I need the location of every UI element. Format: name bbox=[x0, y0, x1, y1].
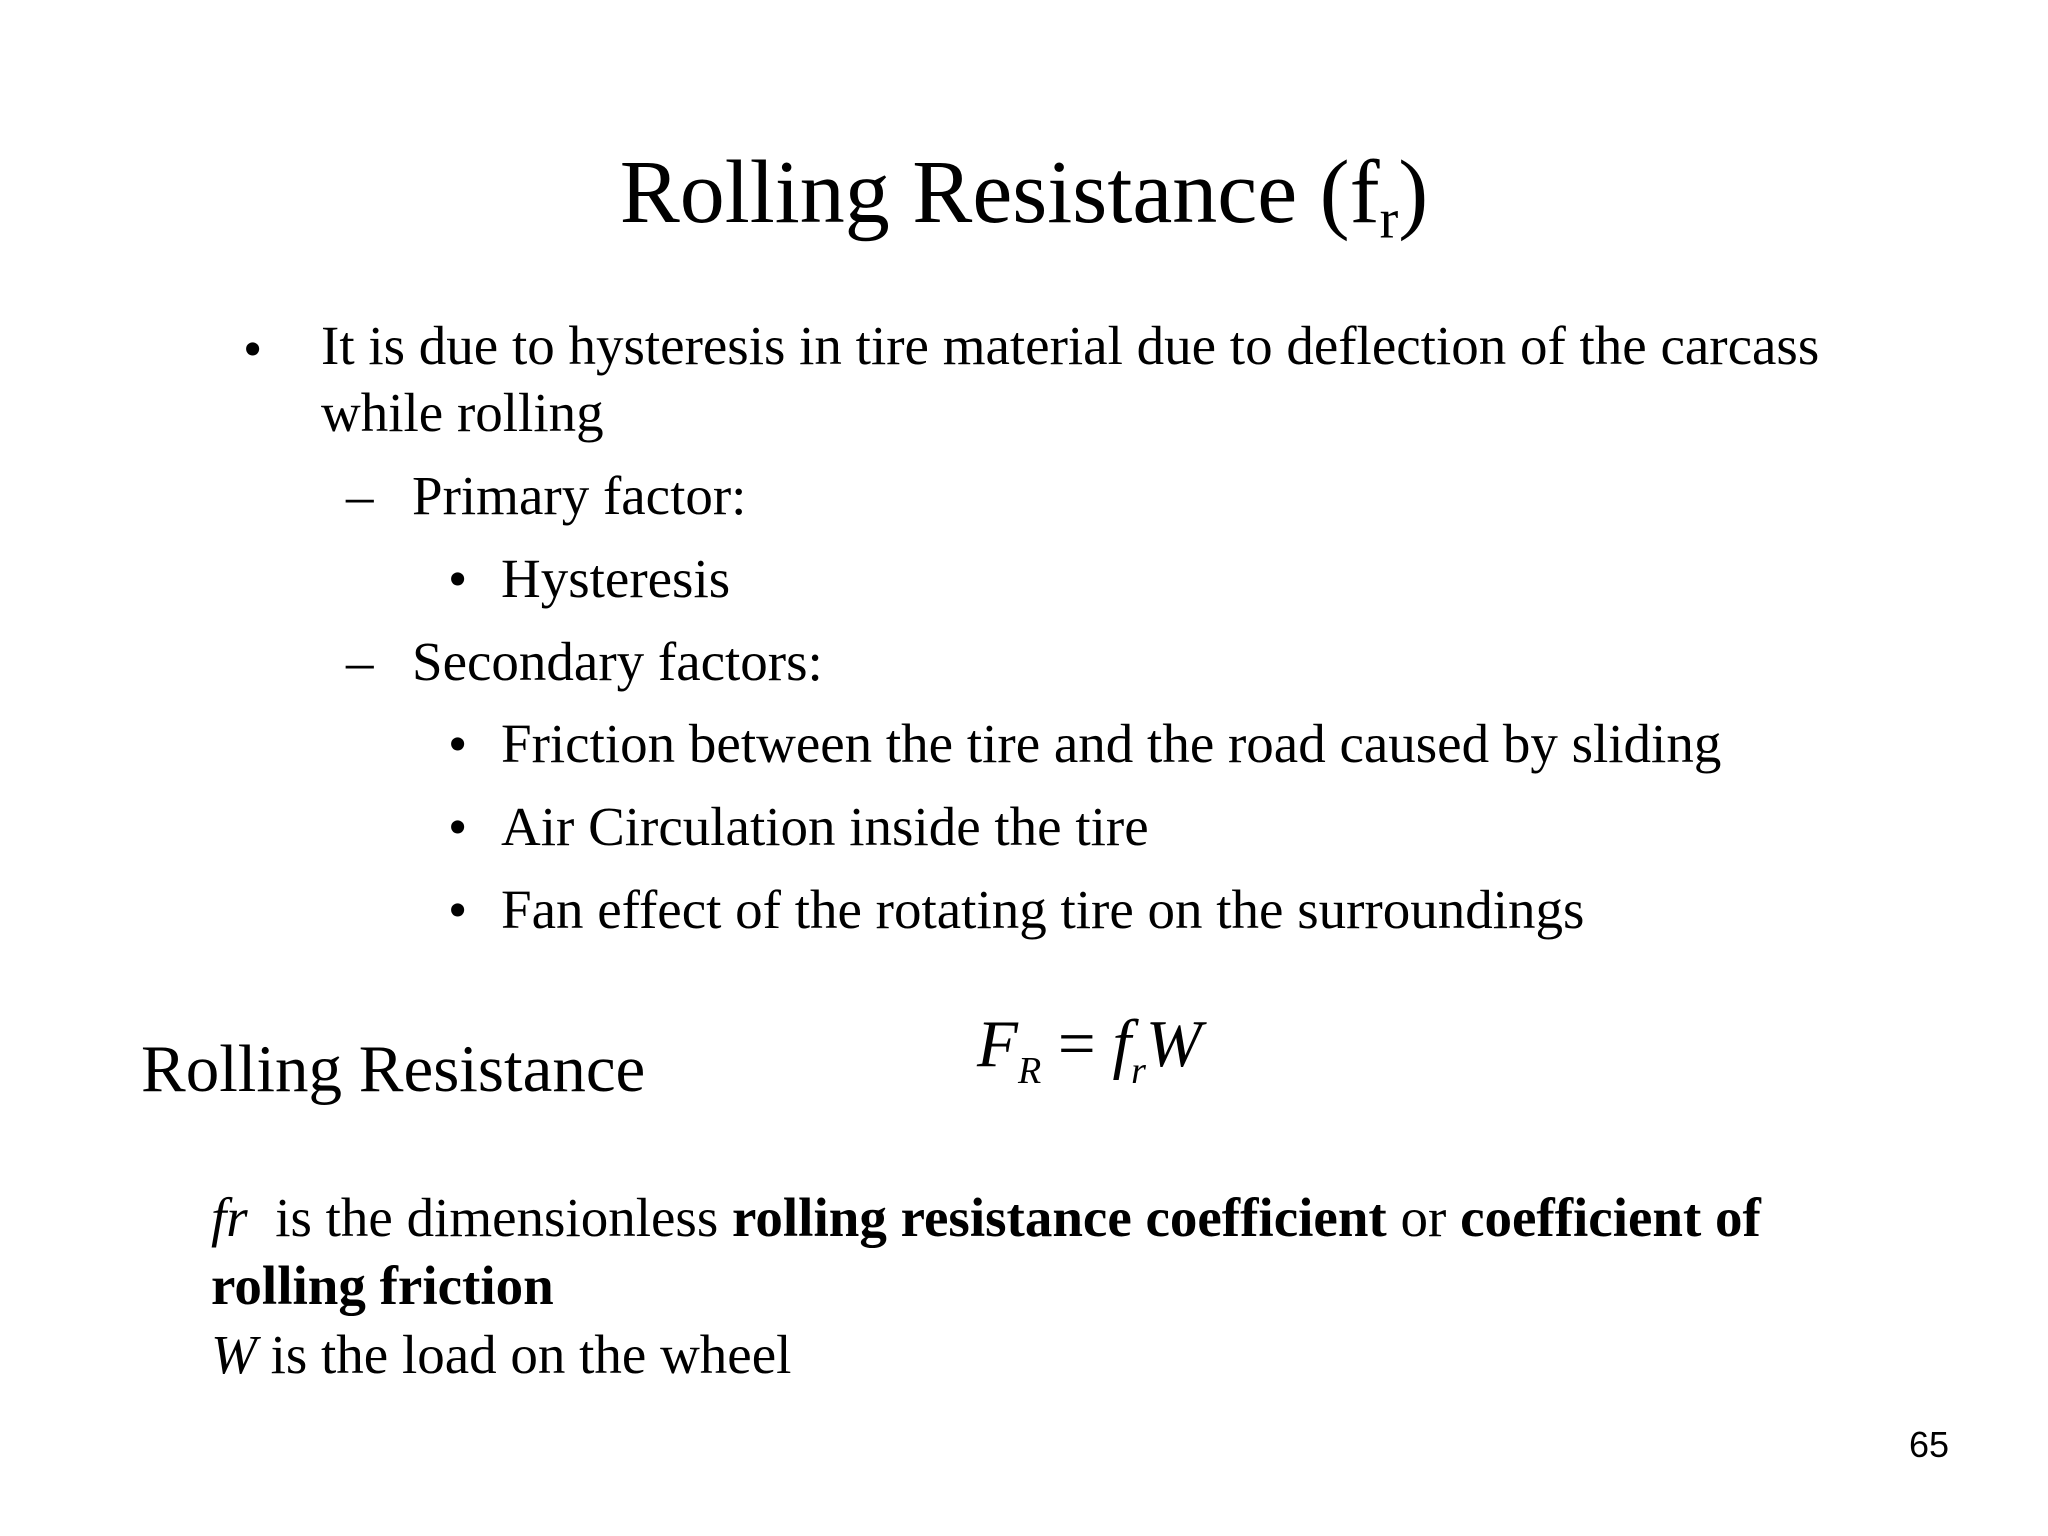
definition-fr-line-2 bbox=[211, 1255, 554, 1316]
sub-bullet-marker: • bbox=[448, 796, 468, 857]
formula-coefficient-subscript: r bbox=[1131, 1050, 1146, 1093]
formula-lhs: F bbox=[977, 1007, 1018, 1081]
w-description: is the load on the wheel bbox=[256, 1324, 792, 1385]
formula-lhs-subscript: R bbox=[1017, 1050, 1042, 1093]
rolling-resistance-formula bbox=[977, 1007, 1202, 1093]
fr-description: is the dimensionless bbox=[247, 1187, 732, 1248]
formula-coefficient: f bbox=[1112, 1007, 1132, 1081]
dash-marker: – bbox=[346, 465, 374, 526]
secondary-factors-label: Secondary factors: bbox=[412, 631, 823, 692]
bullet-text-line-1: It is due to hysteresis in tire material due to deflection of the carcass bbox=[321, 315, 1820, 376]
definition-fr-line-1 bbox=[211, 1187, 1761, 1248]
page-number: 65 bbox=[1908, 1424, 1949, 1465]
term-coefficient-of: coefficient of bbox=[1460, 1187, 1761, 1248]
secondary-factor-item: Friction between the tire and the road caused by sliding bbox=[501, 713, 1722, 774]
term-rolling-friction: rolling friction bbox=[211, 1255, 554, 1316]
definition-w bbox=[211, 1324, 792, 1385]
slide-title bbox=[0, 143, 2048, 251]
w-symbol: W bbox=[211, 1324, 257, 1385]
sub-bullet-marker: • bbox=[448, 713, 468, 774]
primary-factor-item: Hysteresis bbox=[501, 548, 731, 609]
or-text: or bbox=[1386, 1187, 1461, 1248]
secondary-factor-item: Fan effect of the rotating tire on the surroundings bbox=[501, 879, 1585, 940]
bullet-marker: • bbox=[243, 318, 263, 379]
slide-title-text: Rolling Resistance (f bbox=[619, 143, 1380, 242]
term-rolling-resistance-coefficient: rolling resistance coefficient bbox=[731, 1187, 1387, 1248]
section-heading: Rolling Resistance bbox=[141, 1032, 646, 1106]
primary-factor-label: Primary factor: bbox=[412, 465, 747, 526]
sub-bullet-marker: • bbox=[448, 879, 468, 940]
fr-symbol: fr bbox=[211, 1187, 248, 1248]
dash-marker: – bbox=[346, 631, 374, 692]
formula-equals: = bbox=[1041, 1007, 1113, 1081]
formula-rhs: W bbox=[1145, 1007, 1202, 1081]
slide-title-close: ) bbox=[1398, 143, 1429, 242]
secondary-factor-item: Air Circulation inside the tire bbox=[501, 796, 1149, 857]
bullet-text-line-2: while rolling bbox=[321, 382, 604, 443]
slide-title-subscript: r bbox=[1379, 188, 1399, 251]
sub-bullet-marker: • bbox=[448, 548, 468, 609]
